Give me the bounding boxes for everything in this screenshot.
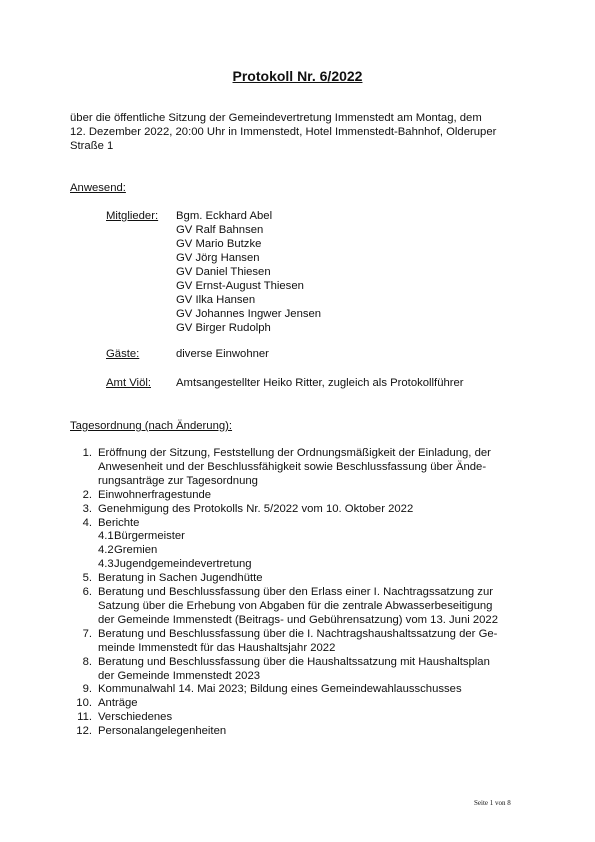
member-name: GV Johannes Ingwer Jensen xyxy=(176,308,322,320)
agenda-text-line: Beratung und Beschlussfassung über die Haushaltssatzung mit Haushaltsplan xyxy=(98,655,490,668)
agenda-text-line: Beratung in Sachen Jugendhütte xyxy=(98,572,263,585)
document-title: Protokoll Nr. 6/2022 xyxy=(232,68,363,84)
agenda-item xyxy=(70,683,550,697)
agenda-subnumber: 4.3 xyxy=(98,558,114,571)
amt-label: Amt Viöl: xyxy=(106,377,151,389)
agenda-subitem xyxy=(70,544,550,558)
agenda-number: 9. xyxy=(82,683,92,696)
agenda-text-line: Anwesenheit und der Beschlussfähigkeit sowie Beschlussfassung über Ände- xyxy=(98,460,487,473)
agenda-item xyxy=(70,628,550,656)
mitglieder-label: Mitglieder: xyxy=(106,210,159,222)
agenda-number: 11. xyxy=(77,711,92,724)
agenda-number: 2. xyxy=(82,488,92,501)
intro-paragraph xyxy=(70,112,550,154)
agenda-subtext: Jugendgemeindevertretung xyxy=(114,558,252,571)
agenda-item xyxy=(70,656,550,684)
member-name: GV Jörg Hansen xyxy=(176,252,260,264)
member-name: GV Ernst-August Thiesen xyxy=(176,280,304,292)
member-name: GV Ralf Bahnsen xyxy=(176,224,264,236)
agenda-subnumber: 4.2 xyxy=(98,544,114,557)
agenda-number: 10. xyxy=(76,697,92,710)
agenda-text-line: Kommunalwahl 14. Mai 2023; Bildung eines Gemeindewahlausschusses xyxy=(98,683,462,696)
agenda-item xyxy=(70,697,550,711)
agenda-subitem xyxy=(70,530,550,544)
member-name: GV Birger Rudolph xyxy=(176,322,271,334)
agenda-number: 6. xyxy=(82,586,92,599)
mitglieder-list xyxy=(176,210,321,336)
agenda-text-line: Verschiedenes xyxy=(98,711,173,724)
agenda-subnumber: 4.1 xyxy=(98,530,114,543)
member-name: GV Ilka Hansen xyxy=(176,294,256,306)
agenda-subtext: Gremien xyxy=(114,544,158,557)
agenda-item xyxy=(70,711,550,725)
agenda-text-line: Genehmigung des Protokolls Nr. 5/2022 vom 10. Oktober 2022 xyxy=(98,502,414,515)
intro-line: 12. Dezember 2022, 20:00 Uhr in Immenstedt, Hotel Immenstedt-Bahnhof, Olderuper xyxy=(70,125,497,138)
agenda-number: 5. xyxy=(82,572,92,585)
gaeste-label: Gäste: xyxy=(106,348,140,360)
agenda-heading: Tagesordnung (nach Änderung): xyxy=(70,420,233,432)
agenda-number: 12. xyxy=(76,725,92,738)
agenda-text-line: Eröffnung der Sitzung, Feststellung der Ordnungsmäßigkeit der Einladung, der xyxy=(98,447,491,459)
anwesend-heading: Anwesend: xyxy=(70,182,126,194)
intro-line: über die öffentliche Sitzung der Gemeindevertretung Immenstedt am Montag, dem xyxy=(70,112,482,124)
agenda-item xyxy=(70,489,550,503)
member-name: GV Daniel Thiesen xyxy=(176,266,271,278)
agenda-subitem xyxy=(70,558,550,572)
agenda-text-line: Einwohnerfragestunde xyxy=(98,488,212,501)
agenda-list xyxy=(70,447,550,739)
agenda-text-line: Berichte xyxy=(98,516,140,529)
agenda-text-line: der Gemeinde Immenstedt (Beitrags- und Gebührensatzung) vom 13. Juni 2022 xyxy=(98,613,499,626)
amt-value: Amtsangestellter Heiko Ritter, zugleich als Protokollführer xyxy=(176,377,464,389)
agenda-text-line: Beratung und Beschlussfassung über die I. Nachtragshaushaltssatzung der Ge- xyxy=(98,627,498,640)
agenda-text-line: meinde Immenstedt für das Haushaltsjahr 2022 xyxy=(98,641,336,654)
agenda-text-line: Beratung und Beschlussfassung über den Erlass einer I. Nachtragssatzung zur xyxy=(98,586,493,599)
agenda-item xyxy=(70,447,550,489)
agenda-text-line: Satzung über die Erhebung von Abgaben für die zentrale Abwasserbeseitigung xyxy=(98,599,493,612)
member-name: GV Mario Butzke xyxy=(176,238,262,250)
intro-line: Straße 1 xyxy=(70,139,114,152)
gaeste-value: diverse Einwohner xyxy=(176,348,269,360)
agenda-item xyxy=(70,503,550,517)
agenda-text-line: Personalangelegenheiten xyxy=(98,725,227,738)
agenda-text-line: der Gemeinde Immenstedt 2023 xyxy=(98,669,261,682)
agenda-subtext: Bürgermeister xyxy=(114,530,185,543)
agenda-number: 7. xyxy=(82,627,92,640)
agenda-number: 1. xyxy=(82,447,92,459)
member-name: Bgm. Eckhard Abel xyxy=(176,210,273,222)
agenda-item xyxy=(70,572,550,586)
page-number: Seite 1 von 8 xyxy=(474,799,511,807)
agenda-item xyxy=(70,586,550,628)
agenda-number: 4. xyxy=(82,516,92,529)
agenda-item xyxy=(70,517,550,531)
agenda-number: 8. xyxy=(82,655,92,668)
agenda-text-line: rungsanträge zur Tagesordnung xyxy=(98,474,258,487)
agenda-number: 3. xyxy=(82,502,92,515)
agenda-text-line: Anträge xyxy=(98,697,138,710)
agenda-item xyxy=(70,725,550,739)
